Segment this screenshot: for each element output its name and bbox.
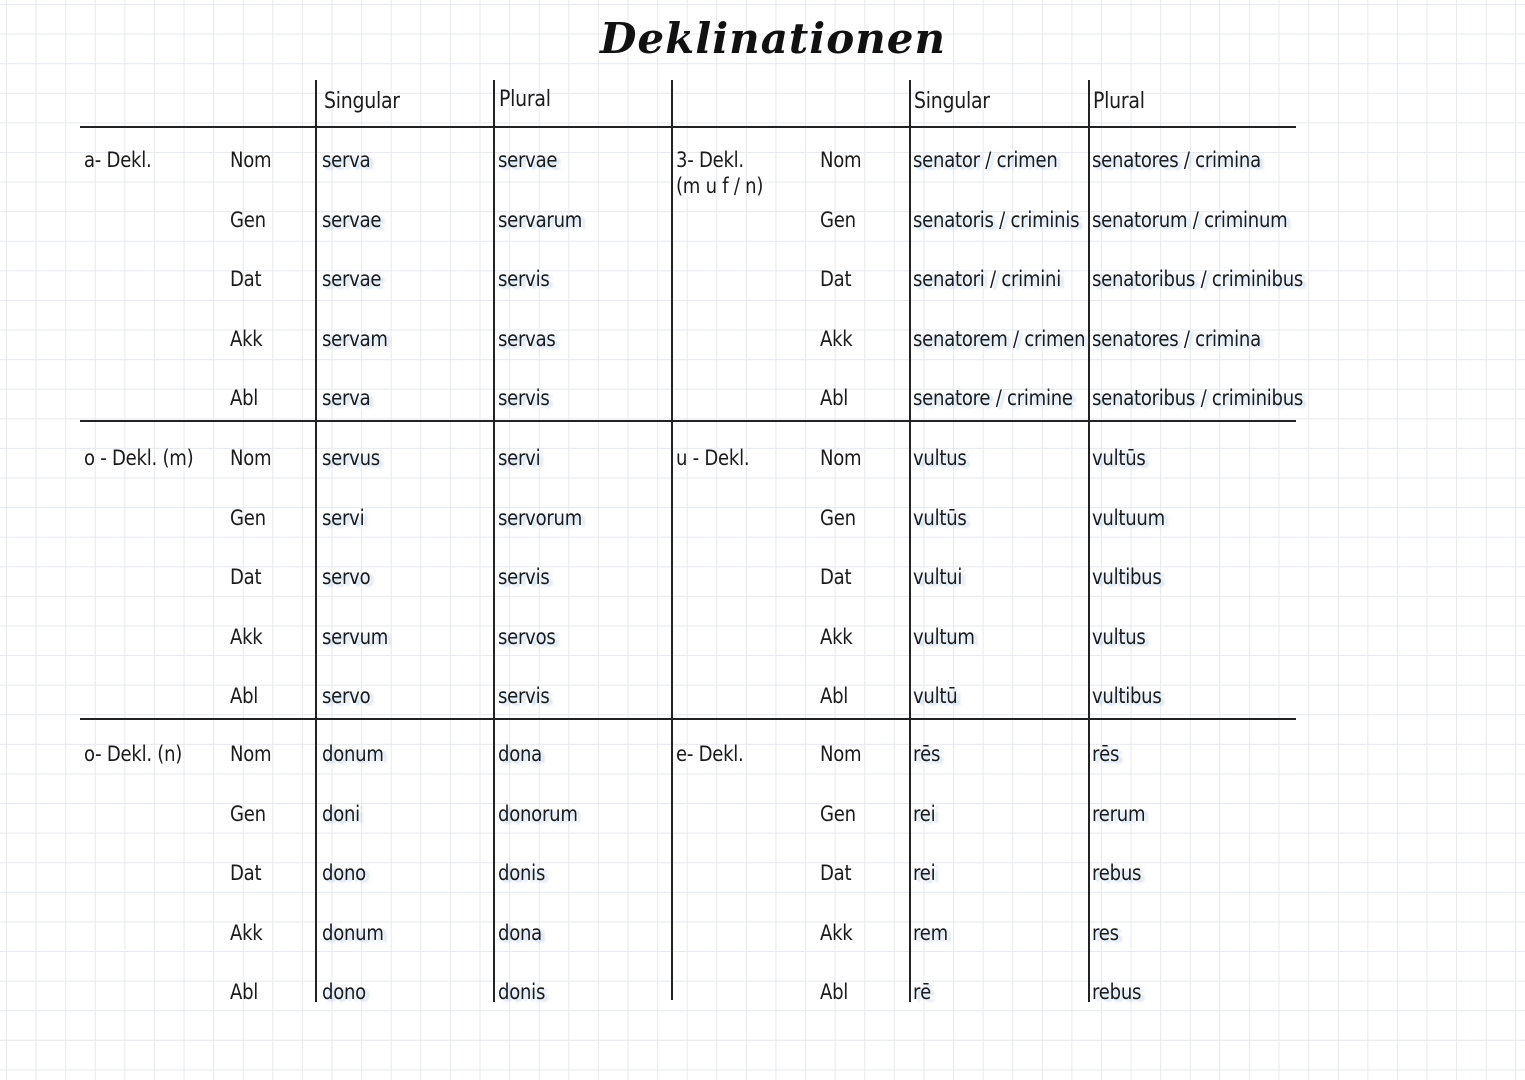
case-label: Gen [230,208,266,232]
case-label: Dat [230,565,262,589]
case-label: Nom [230,446,272,470]
singular-form: senatoris / criminis [913,208,1080,232]
plural-form: dona [498,921,543,945]
plural-form: donis [498,980,546,1004]
case-label: Dat [230,861,262,885]
header-singular-left: Singular [324,89,400,114]
declension-group-label: 3- Dekl. [676,148,744,172]
singular-form: serva [322,386,371,410]
singular-form: vultum [913,625,975,649]
plural-form: servae [498,148,558,172]
case-label: Dat [820,861,852,885]
plural-form: servorum [498,506,583,530]
plural-form: servis [498,565,550,589]
singular-form: donum [322,742,384,766]
case-label: Dat [820,267,852,291]
plural-form: vultuum [1092,506,1165,530]
singular-form: dono [322,861,366,885]
singular-form: rēs [913,742,941,766]
singular-form: rei [913,802,936,826]
case-label: Abl [820,980,849,1004]
plural-form: rerum [1092,802,1146,826]
case-label: Nom [230,148,272,172]
singular-form: senatori / crimini [913,267,1061,291]
plural-form: servis [498,386,550,410]
case-label: Gen [820,208,856,232]
singular-form: vultus [913,446,967,470]
case-label: Abl [820,684,849,708]
singular-form: senatore / crimine [913,386,1073,410]
plural-form: servi [498,446,541,470]
singular-form: servum [322,625,389,649]
singular-form: servo [322,565,371,589]
declension-group-sublabel: (m u f / n) [676,174,764,198]
declension-group-label: o - Dekl. (m) [84,446,194,470]
singular-form: servae [322,208,382,232]
singular-form: servo [322,684,371,708]
case-label: Nom [230,742,272,766]
plural-form: servis [498,684,550,708]
case-label: Akk [230,921,263,945]
singular-form: vultū [913,684,958,708]
plural-form: servas [498,327,556,351]
declension-group-label: o- Dekl. (n) [84,742,183,766]
singular-form: donum [322,921,384,945]
plural-form: senatoribus / criminibus [1092,267,1304,291]
plural-form: vultus [1092,625,1146,649]
singular-form: dono [322,980,366,1004]
case-label: Gen [820,506,856,530]
singular-form: serva [322,148,371,172]
header-plural-left: Plural [499,87,551,112]
plural-form: senatores / crimina [1092,148,1261,172]
case-label: Gen [230,802,266,826]
singular-form: rē [913,980,932,1004]
case-label: Dat [820,565,852,589]
singular-form: rei [913,861,936,885]
plural-form: donorum [498,802,578,826]
plural-form: rebus [1092,980,1142,1004]
case-label: Dat [230,267,262,291]
plural-form: vultibus [1092,684,1162,708]
case-label: Akk [230,327,263,351]
col-rule-4 [909,80,911,1002]
plural-form: servarum [498,208,583,232]
plural-form: servos [498,625,556,649]
case-label: Abl [230,684,259,708]
plural-form: res [1092,921,1119,945]
col-rule-1 [315,80,317,1002]
singular-form: doni [322,802,360,826]
block-divider-2 [80,718,1296,720]
header-rule [80,126,1296,128]
case-label: Gen [230,506,266,530]
plural-form: servis [498,267,550,291]
plural-form: rebus [1092,861,1142,885]
singular-form: vultui [913,565,963,589]
declension-group-label: a- Dekl. [84,148,152,172]
case-label: Gen [820,802,856,826]
case-label: Akk [820,327,853,351]
singular-form: vultūs [913,506,967,530]
col-rule-5 [1088,80,1090,1002]
declension-group-label: e- Dekl. [676,742,744,766]
singular-form: servi [322,506,365,530]
header-singular-right: Singular [914,89,990,114]
case-label: Akk [230,625,263,649]
singular-form: rem [913,921,948,945]
plural-form: vultibus [1092,565,1162,589]
singular-form: senatorem / crimen [913,327,1086,351]
singular-form: servus [322,446,380,470]
col-rule-2 [493,80,495,1002]
declension-group-label: u - Dekl. [676,446,750,470]
case-label: Akk [820,625,853,649]
case-label: Nom [820,148,862,172]
case-label: Nom [820,446,862,470]
case-label: Nom [820,742,862,766]
case-label: Abl [820,386,849,410]
case-label: Abl [230,386,259,410]
case-label: Abl [230,980,259,1004]
block-divider-1 [80,420,1296,422]
singular-form: servae [322,267,382,291]
plural-form: donis [498,861,546,885]
plural-form: rēs [1092,742,1120,766]
plural-form: senatoribus / criminibus [1092,386,1304,410]
plural-form: senatores / crimina [1092,327,1261,351]
plural-form: dona [498,742,543,766]
header-plural-right: Plural [1093,89,1145,114]
plural-form: senatorum / criminum [1092,208,1288,232]
col-rule-3 [671,80,673,1000]
singular-form: servam [322,327,388,351]
page-title: Deklinationen [600,14,947,63]
case-label: Akk [820,921,853,945]
singular-form: senator / crimen [913,148,1058,172]
plural-form: vultūs [1092,446,1146,470]
